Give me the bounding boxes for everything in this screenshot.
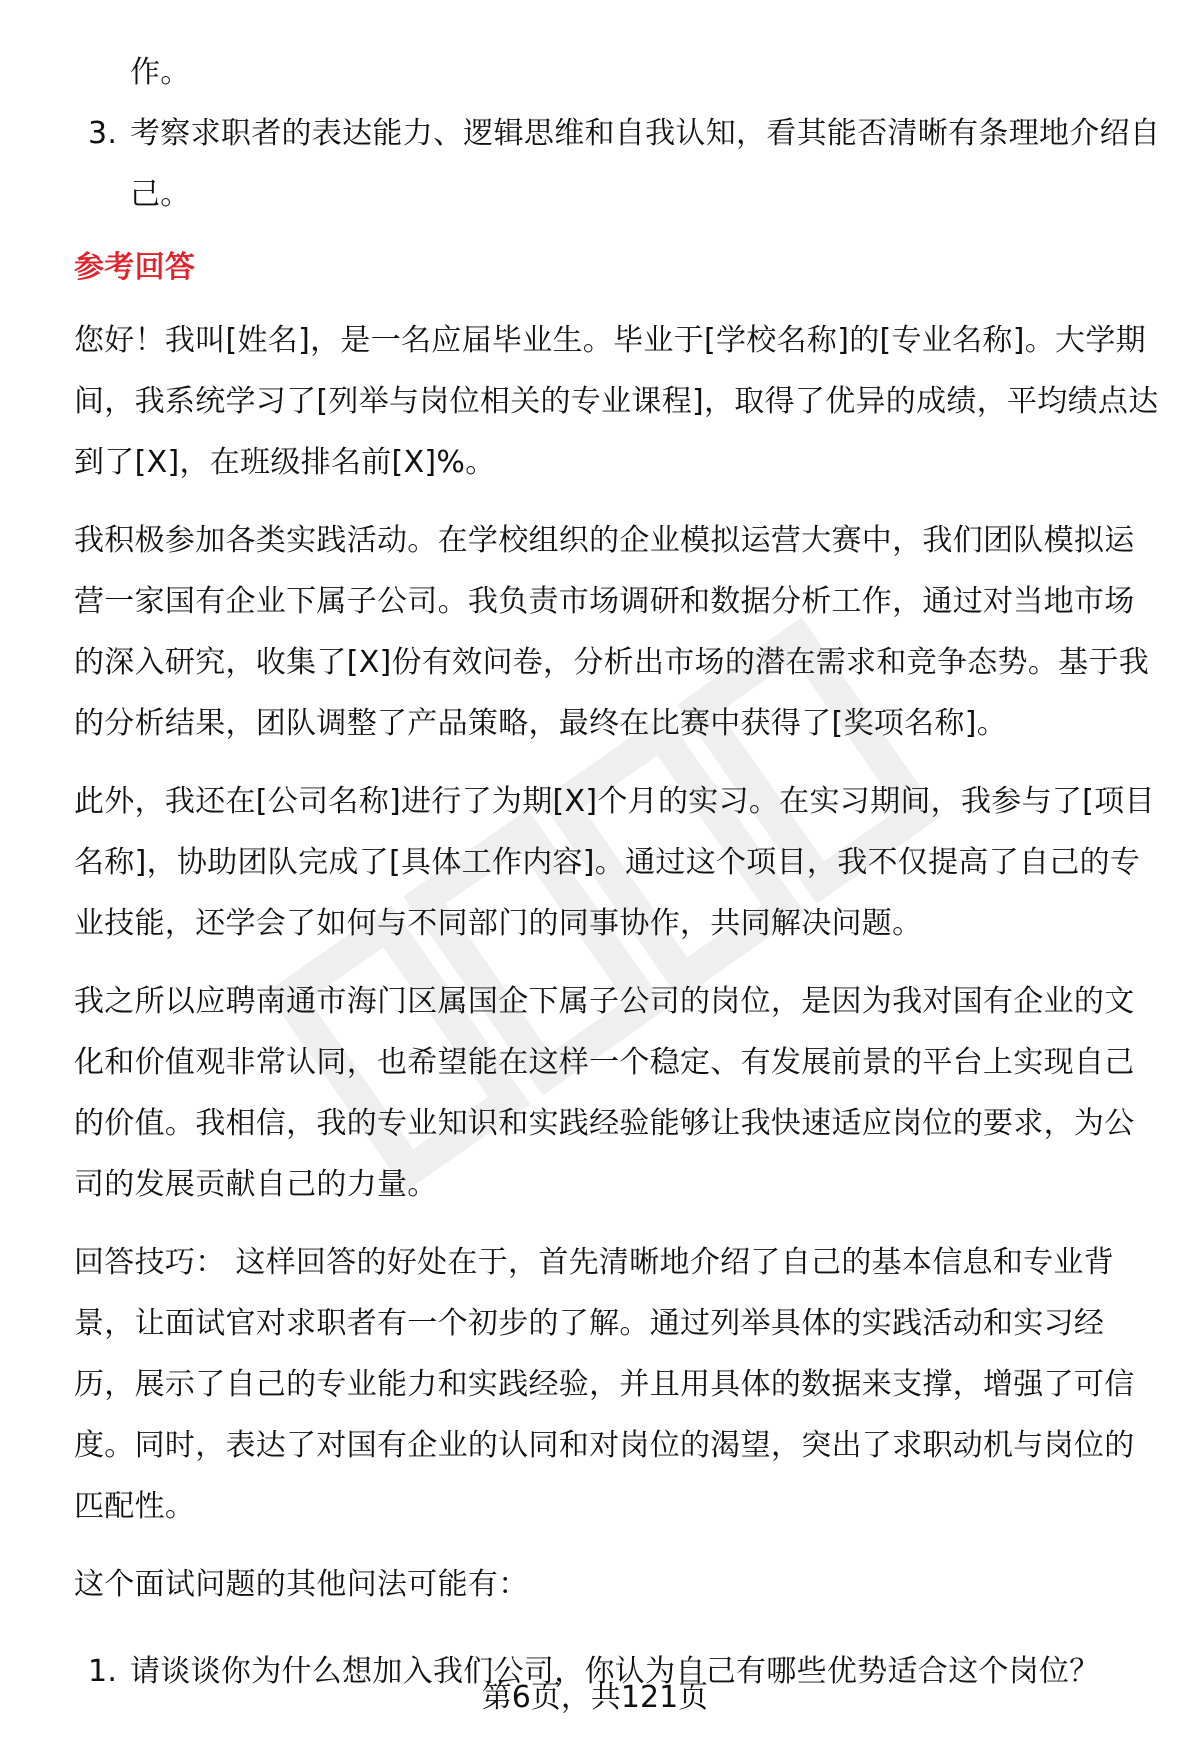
paragraph-tips: 回答技巧： 这样回答的好处在于，首先清晰地介绍了自己的基本信息和专业背景，让面试官对求职者有一个初步的了解。通过列举具体的实践活动和实习经历，展示了自己的专业能力和实践经验，并且用具体的数据来支撑，增强了可信度。同时，表达了对国有企业的认同和对岗位的渴望，突出了求职动机与岗位的匹配性。 xyxy=(74,1245,1135,1524)
paragraph-other-questions: 这个面试问题的其他问法可能有： xyxy=(74,1567,529,1602)
list-item-3 xyxy=(74,103,1164,225)
list-item-text: 作。 xyxy=(130,55,191,90)
list-item-text: 考察求职者的表达能力、逻辑思维和自我认知，看其能否清晰有条理地介绍自己。 xyxy=(130,116,1161,212)
paragraph-practice: 我积极参加各类实践活动。在学校组织的企业模拟运营大赛中，我们团队模拟运营一家国有企业下属子公司。我负责市场调研和数据分析工作，通过对当地市场的深入研究，收集了[X]份有效问卷，分析出市场的潜在需求和竞争态势。基于我的分析结果，团队调整了产品策略，最终在比赛中获得了[奖项名称]。 xyxy=(74,523,1150,741)
document-body xyxy=(74,42,1164,1702)
section-heading: 参考回答 xyxy=(74,250,196,285)
page-footer: 第6页，共121页 xyxy=(481,1680,709,1715)
paragraph-internship: 此外，我还在[公司名称]进行了为期[X]个月的实习。在实习期间，我参与了[项目名称]，协助团队完成了[具体工作内容]。通过这个项目，我不仅提高了自己的专业技能，还学会了如何与不同部门的同事协作，共同解决问题。 xyxy=(74,784,1155,941)
list-item-continuation xyxy=(74,42,1164,103)
list-item-number: 1. xyxy=(88,1654,118,1689)
list-item-text: 请谈谈你为什么想加入我们公司，你认为自己有哪些优势适合这个岗位？ xyxy=(130,1654,1100,1689)
paragraph-intro: 您好！我叫[姓名]，是一名应届毕业生。毕业于[学校名称]的[专业名称]。大学期间，我系统学习了[列举与岗位相关的专业课程]，取得了优异的成绩，平均绩点达到了[X]，在班级排名前[X]%。 xyxy=(74,323,1159,480)
list-item-number: 3. xyxy=(88,116,118,151)
paragraph-motivation: 我之所以应聘南通市海门区属国企下属子公司的岗位，是因为我对国有企业的文化和价值观非常认同，也希望能在这样一个稳定、有发展前景的平台上实现自己的价值。我相信，我的专业知识和实践经验能够让我快速适应岗位的要求，为公司的发展贡献自己的力量。 xyxy=(74,984,1135,1202)
